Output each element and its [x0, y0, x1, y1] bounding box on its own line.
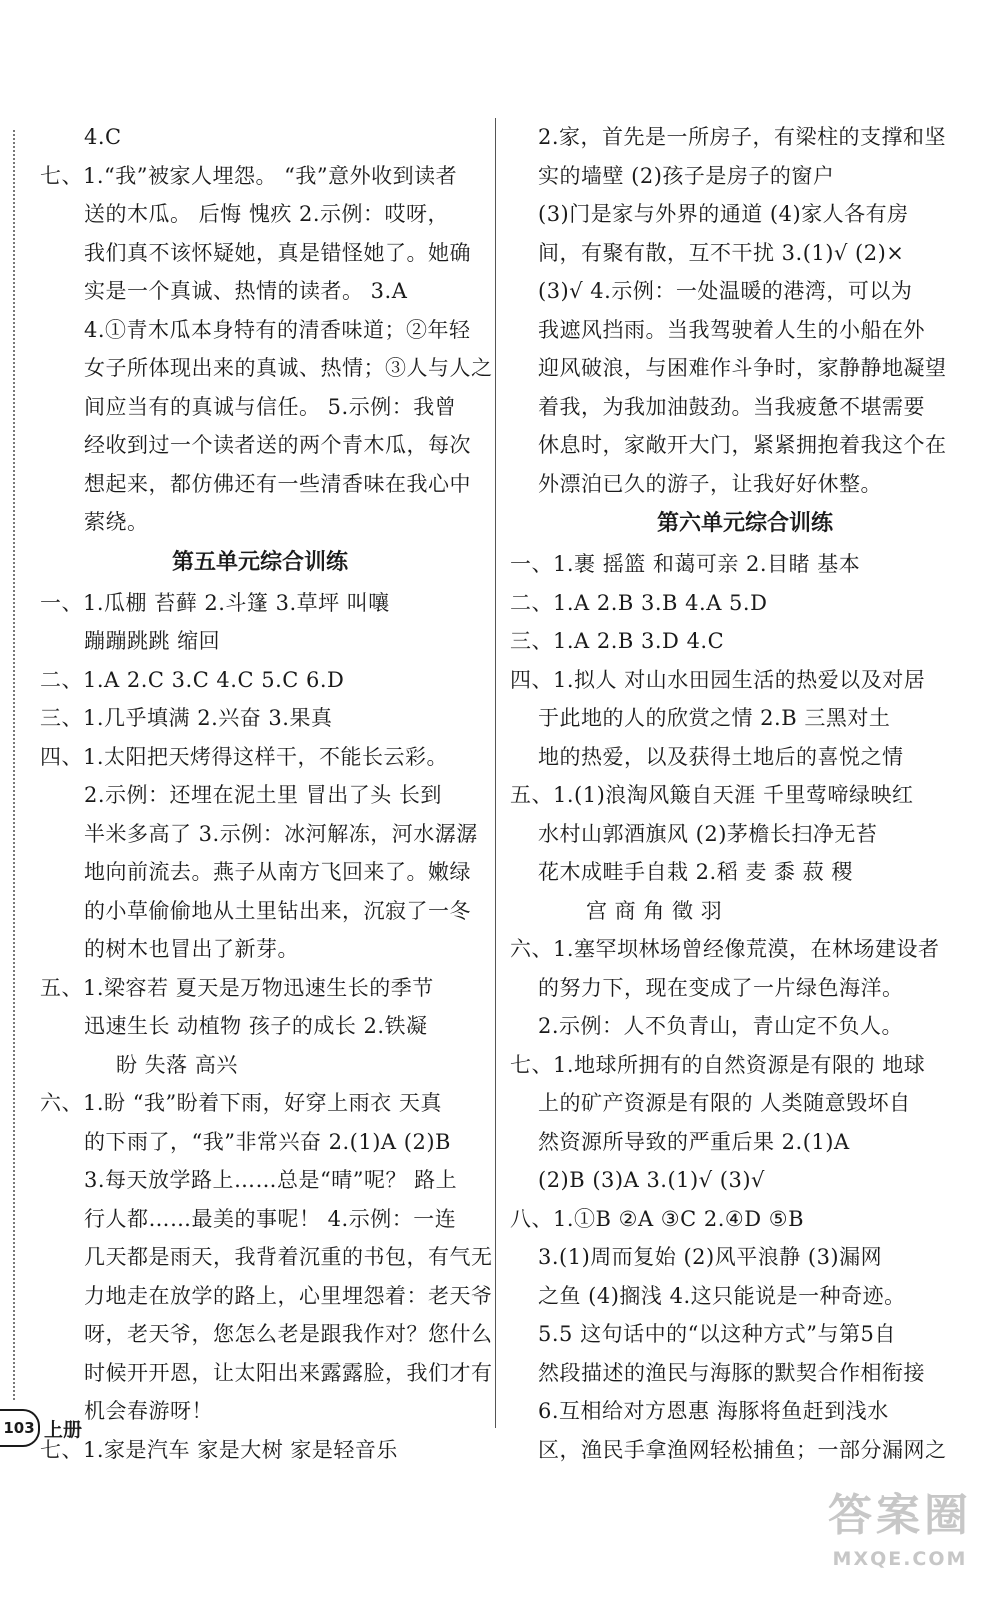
- section-heading: 第五单元综合训练: [171, 549, 348, 575]
- answer-line: 六、1.盼 “我”盼着下雨，好穿上雨衣 天真: [40, 1091, 442, 1115]
- answer-line: 呀，老天爷，您怎么老是跟我作对？您什么: [84, 1322, 493, 1346]
- answer-line: 蹦蹦跳跳 缩回: [84, 629, 221, 653]
- answer-line: 上的矿产资源是有限的 人类随意毁坏自: [538, 1091, 911, 1115]
- answer-line: 休息时，家敞开大门，紧紧拥抱着我这个在: [538, 433, 947, 457]
- answer-line: 然段描述的渔民与海豚的默契合作相衔接: [538, 1360, 925, 1385]
- answer-line: (3)√ 4.示例：一处温暖的港湾，可以为: [538, 279, 913, 303]
- answer-line: 女子所体现出来的真诚、热情；③人与人之: [84, 356, 493, 380]
- binding-dotted-line: [13, 130, 15, 1400]
- answer-line: 六、1.塞罕坝林场曾经像荒漠，在林场建设者: [510, 937, 940, 961]
- answer-line: 5.5 这句话中的“以这种方式”与第5自: [538, 1322, 896, 1346]
- answer-line: 几天都是雨天，我背着沉重的书包，有气无: [84, 1245, 493, 1269]
- volume-label: 上册: [44, 1418, 83, 1441]
- answer-line: 间应当有的真诚与信任。 5.示例：我曾: [84, 394, 457, 419]
- answer-line: 半米多高了 3.示例：冰河解冻，河水潺潺: [84, 821, 478, 846]
- answer-line: 于此地的人的欣赏之情 2.B 三黑对土: [538, 706, 891, 730]
- answer-line: 4.C: [84, 125, 122, 149]
- answer-line: 的树木也冒出了新芽。: [84, 937, 299, 961]
- answer-line: 的下雨了，“我”非常兴奋 2.(1)A (2)B: [84, 1129, 451, 1154]
- answer-line: 3.每天放学路上……总是“晴”呢？ 路上: [84, 1168, 458, 1192]
- answer-line: (3)门是家与外界的通道 (4)家人各有房: [538, 202, 909, 226]
- answer-line: 机会春游呀！: [84, 1399, 213, 1423]
- answer-line: 的小草偷偷地从土里钻出来，沉寂了一冬: [84, 898, 471, 923]
- answer-line: 七、1.地球所拥有的自然资源是有限的 地球: [510, 1052, 926, 1077]
- answer-line: 七、1.家是汽车 家是大树 家是轻音乐: [40, 1437, 398, 1462]
- watermark-text-en: MXQE.COM: [832, 1548, 968, 1570]
- answer-line: 6.互相给对方恩惠 海豚将鱼赶到浅水: [538, 1399, 889, 1423]
- answer-line: 盼 失落 高兴: [116, 1052, 238, 1077]
- answer-line: 四、1.太阳把天烤得这样干，不能长云彩。: [40, 744, 449, 769]
- answer-line: 3.(1)周而复始 (2)风平浪静 (3)漏网: [538, 1245, 883, 1269]
- answer-line: 一、1.裹 摇篮 和蔼可亲 2.目睹 基本: [510, 552, 861, 576]
- answer-line: 间，有聚有散，互不干扰 3.(1)√ (2)×: [538, 240, 905, 265]
- answer-line: 着我，为我加油鼓劲。当我疲惫不堪需要: [538, 394, 925, 419]
- answer-line: 四、1.拟人 对山水田园生活的热爱以及对居: [510, 667, 926, 692]
- answer-line: 实的墙壁 (2)孩子是房子的窗户: [538, 163, 835, 188]
- answer-line: 二、1.A 2.C 3.C 4.C 5.C 6.D: [40, 667, 345, 692]
- answer-line: 实是一个真诚、热情的读者。 3.A: [84, 279, 408, 303]
- answer-line: 五、1.梁容若 夏天是万物迅速生长的季节: [40, 975, 434, 1000]
- answer-line: 萦绕。: [84, 510, 149, 534]
- answer-line: 2.示例：人不负青山，青山定不负人。: [538, 1014, 904, 1038]
- left-column: [40, 118, 493, 1469]
- answer-line: 4.①青木瓜本身特有的清香味道；②年轻: [84, 317, 471, 342]
- answer-line: 外漂泊已久的游子，让我好好休整。: [538, 471, 882, 496]
- column-divider: [495, 118, 496, 1428]
- answer-line: 行人都……最美的事呢！ 4.示例：一连: [84, 1206, 457, 1231]
- answer-line: 三、1.A 2.B 3.D 4.C: [510, 629, 725, 653]
- answer-line: 2.示例：还埋在泥土里 冒出了头 长到: [84, 783, 442, 807]
- answer-line: 五、1.(1)浪淘风簸自天涯 千里莺啼绿映红: [510, 783, 914, 807]
- answer-line: 想起来，都仿佛还有一些清香味在我心中: [84, 471, 471, 496]
- answer-line: 迅速生长 动植物 孩子的成长 2.铁凝: [84, 1014, 428, 1038]
- watermark-logo: [812, 1488, 988, 1588]
- answer-line: 水村山郭酒旗风 (2)茅檐长扫净无苔: [538, 821, 878, 846]
- watermark-text-cn: 答案圈: [828, 1490, 972, 1541]
- answer-line: 七、1.“我”被家人埋怨。 “我”意外收到读者: [40, 163, 458, 188]
- answer-line: (2)B (3)A 3.(1)√ (3)√: [538, 1168, 765, 1192]
- answer-line: 的努力下，现在变成了一片绿色海洋。: [538, 975, 904, 1000]
- answer-line: 迎风破浪，与困难作斗争时，家静静地凝望: [538, 356, 947, 380]
- page-number-badge: 103: [0, 1409, 40, 1447]
- answer-line: 八、1.①B ②A ③C 2.④D ⑤B: [510, 1206, 805, 1231]
- answer-line: 力地走在放学的路上，心里埋怨着：老天爷: [84, 1283, 493, 1308]
- answer-line: 宫 商 角 徵 羽: [586, 898, 723, 923]
- answer-line: 我遮风挡雨。当我驾驶着人生的小船在外: [538, 317, 925, 342]
- right-column: [510, 118, 980, 1469]
- answer-line: 时候开开恩，让太阳出来露露脸，我们才有: [84, 1360, 493, 1385]
- answer-line: 一、1.瓜棚 苔藓 2.斗篷 3.草坪 叫嚷: [40, 590, 390, 615]
- section-heading: 第六单元综合训练: [656, 511, 833, 536]
- answer-line: 我们真不该怀疑她，真是错怪她了。她确: [84, 240, 471, 265]
- answer-line: 地向前流去。燕子从南方飞回来了。嫩绿: [84, 860, 471, 884]
- answer-line: 2.家，首先是一所房子，有梁柱的支撑和坚: [538, 125, 947, 149]
- answer-line: 二、1.A 2.B 3.B 4.A 5.D: [510, 590, 768, 615]
- answer-line: 区，渔民手拿渔网轻松捕鱼；一部分漏网之: [538, 1437, 947, 1462]
- answer-line: 经收到过一个读者送的两个青木瓜，每次: [84, 433, 471, 457]
- answer-line: 送的木瓜。 后悔 愧疚 2.示例：哎呀，: [84, 202, 450, 226]
- answer-line: 然资源所导致的严重后果 2.(1)A: [538, 1129, 850, 1154]
- page-footer: [0, 1410, 82, 1446]
- answer-line: 之鱼 (4)搁浅 4.这只能说是一种奇迹。: [538, 1283, 906, 1308]
- answer-line: 花木成畦手自栽 2.稻 麦 黍 菽 稷: [538, 860, 853, 884]
- answer-line: 三、1.几乎填满 2.兴奋 3.果真: [40, 706, 333, 730]
- answer-line: 地的热爱，以及获得土地后的喜悦之情: [538, 744, 904, 769]
